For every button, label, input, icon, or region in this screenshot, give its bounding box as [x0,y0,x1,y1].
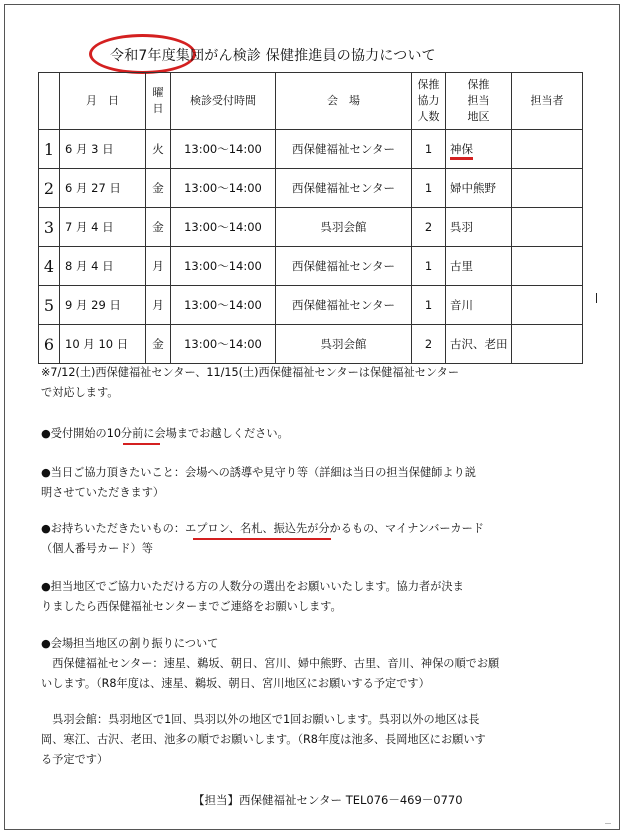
schedule-table [38,72,583,364]
note-kureha-line-1: 呉羽会館：呉羽地区で1回、呉羽以外の地区で1回お願いします。呉羽以外の地区は長 [41,713,480,726]
row-number-text: 2 [43,178,55,198]
stray-mark [596,293,597,303]
row-number [39,325,60,364]
row-time-text: 13:00～14:00 [184,337,262,351]
row-person[interactable] [512,286,583,325]
note-assignment [41,634,596,694]
row-date [60,130,146,169]
note-1 [41,363,596,403]
row-date [60,208,146,247]
row-area [446,208,512,247]
row-weekday [146,247,171,286]
table-header-row [39,73,583,130]
note-assignment-line-3: いします。（R8年度は、速星、鵜坂、朝日、宮川地区にお願いする予定です） [41,677,430,690]
row-weekday-text: 金 [152,220,164,234]
row-count [412,325,446,364]
row-person[interactable] [512,130,583,169]
header-date: 月 日 [60,73,146,130]
row-date-text: 6 月 27 日 [65,181,121,195]
table-row [39,169,583,208]
row-time-text: 13:00～14:00 [184,298,262,312]
row-venue [276,247,412,286]
row-date [60,325,146,364]
row-weekday [146,208,171,247]
row-date [60,169,146,208]
row-count [412,130,446,169]
row-count-text: 1 [424,181,433,195]
row-area [446,130,512,169]
row-count [412,247,446,286]
row-time [171,247,276,286]
header-count: 保推 協力 人数 [412,73,446,130]
row-time [171,208,276,247]
header-no [39,73,60,130]
row-person[interactable] [512,208,583,247]
document-page [4,4,620,830]
table-row [39,247,583,286]
table-row [39,286,583,325]
note-selection [41,577,596,617]
row-number [39,130,60,169]
row-number-text: 3 [43,217,55,237]
row-date-text: 7 月 4 日 [65,220,114,234]
row-count-text: 1 [424,298,433,312]
row-number [39,208,60,247]
row-venue [276,130,412,169]
row-time-text: 13:00～14:00 [184,181,262,195]
row-venue [276,169,412,208]
row-number [39,247,60,286]
table-row [39,325,583,364]
row-person[interactable] [512,325,583,364]
row-count [412,169,446,208]
row-area-text: 呉羽 [450,220,473,234]
row-area [446,325,512,364]
row-number-text: 5 [43,295,55,315]
row-area-text: 音川 [450,298,473,312]
row-venue [276,208,412,247]
row-time [171,130,276,169]
note-1-line-1: ※7/12(土)西保健福祉センター、11/15(土)西保健福祉センターは保健福祉センター [41,366,460,379]
note-arrival [41,424,596,444]
header-area: 保推 担当 地区 [446,73,512,130]
note-kureha-line-3: る予定です） [41,753,109,766]
row-weekday [146,286,171,325]
underline-annotation [123,443,160,445]
table-row [39,208,583,247]
row-venue-text: 西保健福祉センター [291,259,396,273]
row-time [171,286,276,325]
row-date-text: 9 月 29 日 [65,298,121,312]
row-time-text: 13:00～14:00 [184,142,262,156]
corner-mark [605,823,611,824]
row-venue-text: 呉羽会館 [320,220,367,234]
row-count [412,286,446,325]
row-person[interactable] [512,169,583,208]
row-count-text: 2 [424,337,433,351]
row-number-text: 6 [43,334,55,354]
row-date-text: 8 月 4 日 [65,259,114,273]
note-assignment-line-2: 西保健福祉センター：速星、鵜坂、朝日、宮川、婦中熊野、古里、音川、神保の順でお願 [41,657,500,670]
table-row [39,130,583,169]
row-weekday-text: 月 [152,259,164,273]
row-venue-text: 呉羽会館 [320,337,367,351]
note-assignment-line-1: ●会場担当地区の割り振りについて [41,637,219,650]
note-selection-line-1: ●担当地区でご協力いただける方の人数分の選出をお願いいたします。協力者が決ま [41,580,464,593]
row-number [39,169,60,208]
row-venue-text: 西保健福祉センター [291,142,396,156]
row-weekday-text: 金 [152,181,164,195]
row-weekday-text: 月 [152,298,164,312]
header-weekday: 曜 日 [146,73,171,130]
note-kureha-line-2: 岡、寒江、古沢、老田、池多の順でお願いします。（R8年度は池多、長岡地区にお願いす [41,733,486,746]
row-date [60,247,146,286]
row-venue-text: 西保健福祉センター [291,298,396,312]
row-area [446,169,512,208]
row-area-text: 古里 [450,259,473,273]
row-weekday [146,325,171,364]
row-area-text: 婦中熊野 [450,181,496,195]
row-count [412,208,446,247]
row-weekday [146,130,171,169]
row-weekday-text: 火 [152,142,164,156]
row-time [171,169,276,208]
row-area-text: 古沢、老田 [450,337,508,351]
row-time [171,325,276,364]
note-kureha [41,710,596,770]
header-venue: 会 場 [276,73,412,130]
row-number-text: 1 [43,139,55,159]
row-number [39,286,60,325]
note-help [41,463,596,503]
row-weekday-text: 金 [152,337,164,351]
row-date-text: 6 月 3 日 [65,142,114,156]
note-bring-line-2: （個人番号カード）等 [41,542,153,555]
row-venue [276,286,412,325]
note-selection-line-2: りましたら西保健福祉センターまでご連絡をお願いします。 [41,600,342,613]
header-person: 担当者 [512,73,583,130]
row-count-text: 2 [424,220,433,234]
row-number-text: 4 [43,256,55,276]
row-count-text: 1 [424,259,433,273]
header-time: 検診受付時間 [171,73,276,130]
note-arrival-text: ●受付開始の10分前に会場までお越しください。 [41,427,289,440]
row-area [446,286,512,325]
row-area [446,247,512,286]
row-venue [276,325,412,364]
row-weekday [146,169,171,208]
row-area-text: 神保 [450,142,473,160]
underline-annotation [193,538,331,540]
row-venue-text: 西保健福祉センター [291,181,396,195]
row-time-text: 13:00～14:00 [184,220,262,234]
note-help-line-2: 明させていただきます） [41,486,165,499]
contact-footer: 【担当】西保健福祉センター TEL076－469－0770 [193,793,463,807]
note-bring-line-1: ●お持ちいただきたいもの：エプロン、名札、振込先が分かるもの、マイナンバーカード [41,522,484,535]
row-time-text: 13:00～14:00 [184,259,262,273]
note-1-line-2: で対応します。 [41,386,119,399]
row-count-text: 1 [424,142,433,156]
page-title: 令和7年度集団がん検診 保健推進員の協力について [110,48,436,64]
row-date-text: 10 月 10 日 [65,337,129,351]
row-date [60,286,146,325]
note-help-line-1: ●当日ご協力頂きたいこと：会場への誘導や見守り等（詳細は当日の担当保健師より説 [41,466,476,479]
row-person[interactable] [512,247,583,286]
